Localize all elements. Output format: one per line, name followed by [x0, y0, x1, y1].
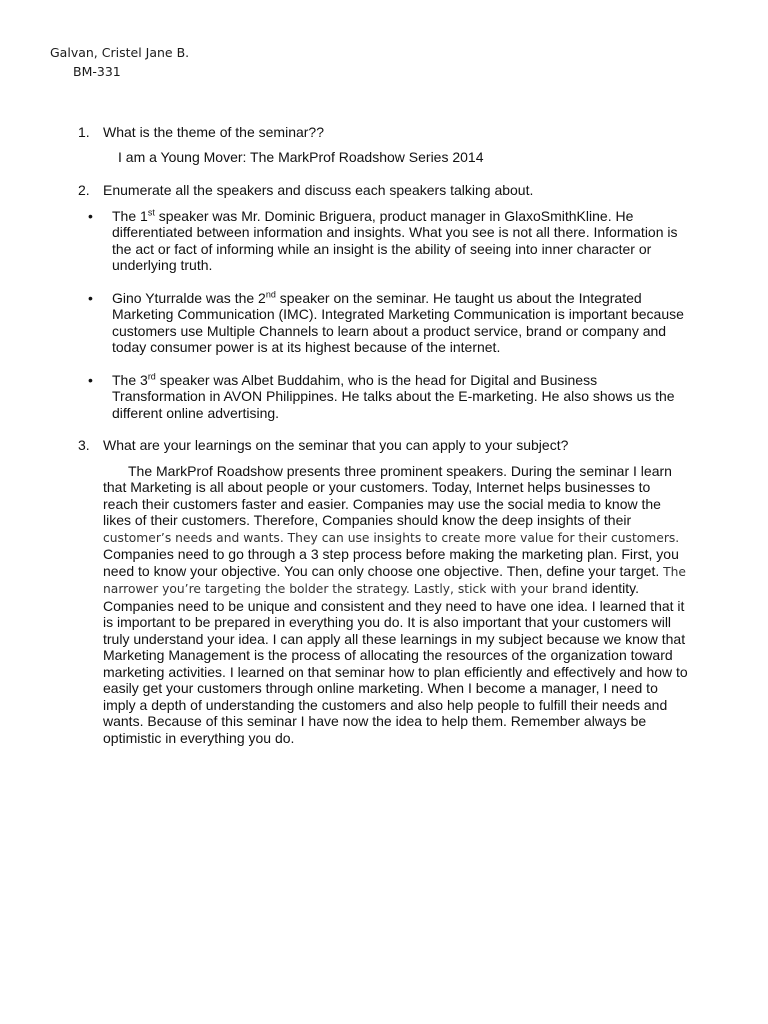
- bullet-icon: •: [88, 371, 93, 388]
- speaker-list: [78, 208, 688, 422]
- question-text: What is the theme of the seminar??: [103, 124, 324, 140]
- document-body: [78, 124, 688, 746]
- bullet-icon: •: [88, 207, 93, 224]
- question-text: What are your learnings on the seminar that you can apply to your subject?: [103, 437, 569, 453]
- question-number: 3.: [78, 437, 90, 453]
- question-3: [78, 437, 688, 454]
- speaker-item-2: [78, 290, 688, 356]
- student-name: Galvan, Cristel Jane B.: [50, 45, 190, 60]
- essay-answer: The MarkProf Roadshow presents three prominent speakers. During the seminar I learn that Marketing is all about people or your customers. Today, Internet helps businesses to reach their customers faster and easier. Companies may use the social media to know the likes of their customers. Therefore, Companies should know the deep insights of their customer’s needs and wants. They can use insights to create more value for their customers. Companies need to go through a 3 step process before making the marketing plan. First, you need to know your objective. You can only choose one objective. Then, define your target. The narrower you’re targeting the bolder the strategy. Lastly, stick with your brand identity. Companies need to be unique and consistent and they need to have one idea. I learned that it is important to be prepared in everything you do. It is also important that your customers will truly understand your idea. I can apply all these learnings in my subject because we know that Marketing Management is the process of allocating the resources of the organization toward marketing activities. I learned on that seminar how to plan efficiently and effectively and how to easily get your customers through online marketing. When I become a manager, I need to imply a depth of understanding the customers and also help people to fulfill their needs and wants. Because of this seminar I have now the idea to help them. Remember always be optimistic in everything you do.: [103, 462, 688, 746]
- speaker-text: The 3rd speaker was Albet Buddahim, who is the head for Digital and Business Transformation in AVON Philippines. He talks about the E-marketing. He also shows us the different online advertising.: [112, 370, 675, 421]
- speaker-text: The 1st speaker was Mr. Dominic Briguera, product manager in GlaxoSmithKline. He differentiated between information and insights. What you see is not all there. Information is the act or fact of informing while an insight is the ability of seeing into inner character or underlying truth.: [112, 206, 678, 273]
- question-2: [78, 182, 688, 199]
- speaker-item-3: [78, 372, 688, 422]
- question-text: Enumerate all the speakers and discuss each speakers talking about.: [103, 182, 534, 198]
- answer-1: I am a Young Mover: The MarkProf Roadshow Series 2014: [118, 148, 484, 165]
- student-section: BM-331: [73, 64, 121, 79]
- bullet-icon: •: [88, 289, 93, 306]
- question-1: [78, 124, 688, 141]
- question-number: 2.: [78, 182, 90, 198]
- speaker-item-1: [78, 208, 688, 274]
- question-number: 1.: [78, 124, 90, 140]
- speaker-text: Gino Yturralde was the 2nd speaker on the seminar. He taught us about the Integrated Marketing Communication (IMC). Integrated Marketing Communication is important because customers use Multiple Channels to learn about a product service, brand or company and today consumer power is at its highest because of the internet.: [112, 288, 684, 355]
